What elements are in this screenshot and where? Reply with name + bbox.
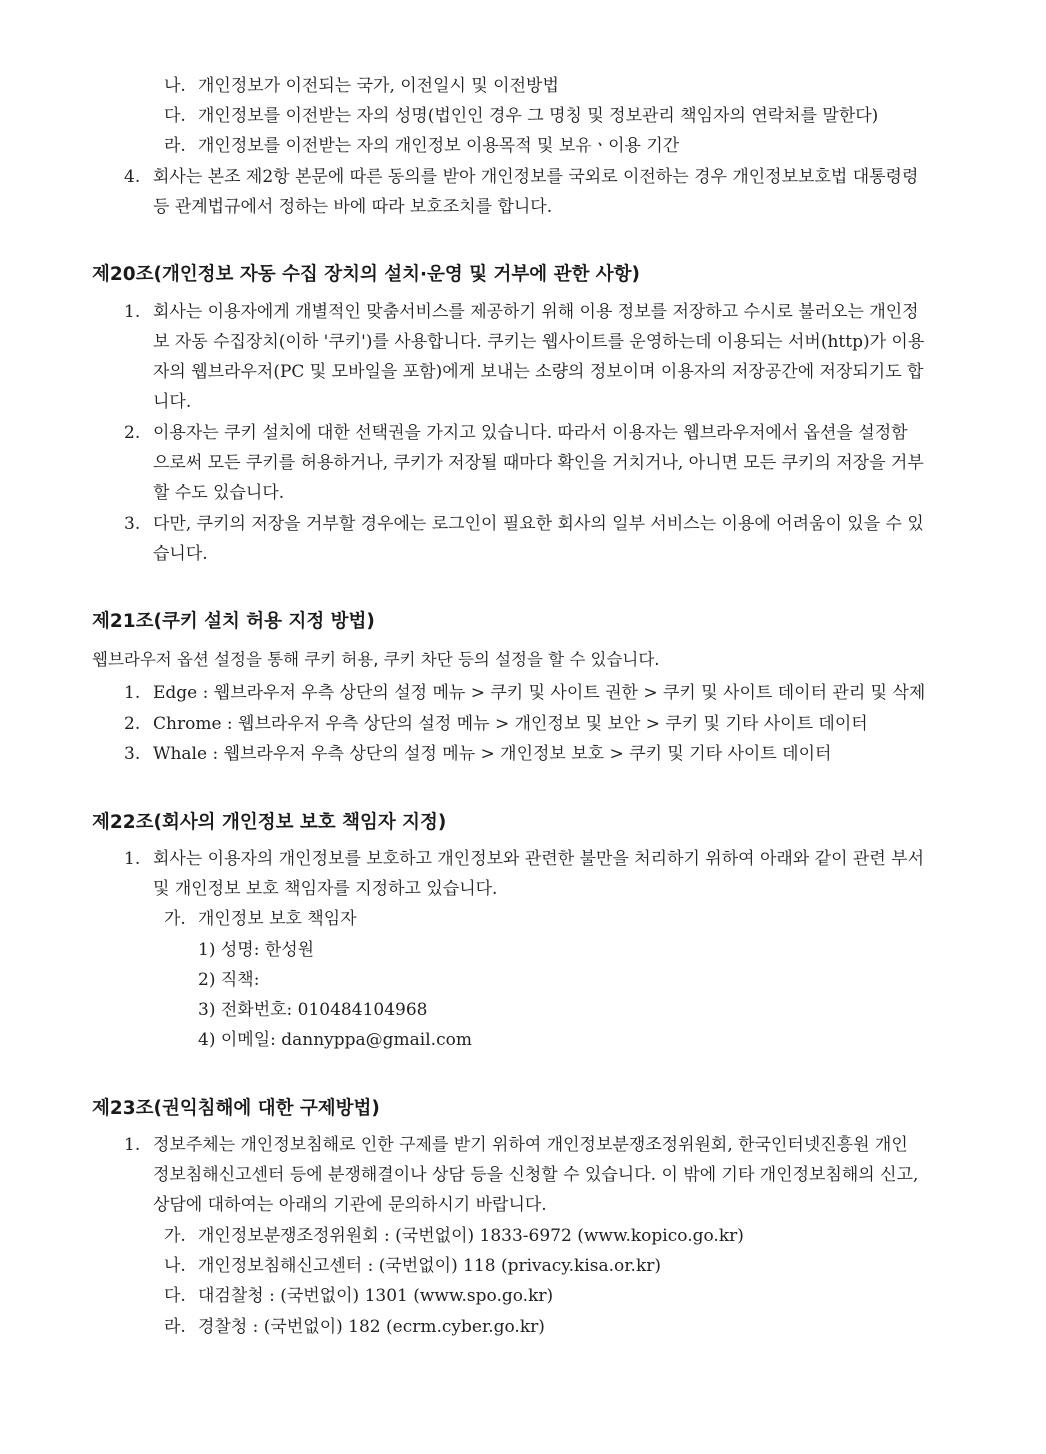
article-22-title: 제22조(회사의 개인정보 보호 책임자 지정) bbox=[92, 812, 447, 833]
list-item-number: 1. bbox=[124, 683, 141, 703]
contact-position: 2) 직책: bbox=[198, 970, 260, 990]
sub-item-marker: 라. bbox=[164, 1317, 186, 1337]
list-item-text: 이용자는 쿠키 설치에 대한 선택권을 가지고 있습니다. 따라서 이용자는 웹브라우저에서 옵션을 설정함 bbox=[153, 423, 908, 443]
sub-item-marker: 다. bbox=[164, 1286, 186, 1306]
list-item-text: 상담에 대하여는 아래의 기관에 문의하시기 바랍니다. bbox=[153, 1195, 547, 1215]
list-item-text: Whale : 웹브라우저 우측 상단의 설정 메뉴 > 개인정보 보호 > 쿠키 및 기타 사이트 데이터 bbox=[153, 744, 832, 764]
list-item-text: 습니다. bbox=[153, 544, 208, 564]
list-item-number: 4. bbox=[124, 167, 141, 187]
contact-email: 4) 이메일: dannyppa@gmail.com bbox=[198, 1030, 472, 1050]
sub-item-text: 대검찰청 : (국번없이) 1301 (www.spo.go.kr) bbox=[198, 1286, 554, 1306]
list-item-text: 정보침해신고센터 등에 분쟁해결이나 상담 등을 신청할 수 있습니다. 이 밖에 기타 개인정보침해의 신고, bbox=[153, 1165, 919, 1185]
sub-item-text: 개인정보침해신고센터 : (국번없이) 118 (privacy.kisa.or.kr) bbox=[198, 1256, 662, 1276]
article-21-title: 제21조(쿠키 설치 허용 지정 방법) bbox=[92, 611, 375, 632]
article-21-intro: 웹브라우저 옵션 설정을 통해 쿠키 허용, 쿠키 차단 등의 설정을 할 수 있습니다. bbox=[92, 650, 660, 669]
list-item-text: 자의 웹브라우저(PC 및 모바일을 포함)에게 보내는 소량의 정보이며 이용자의 저장공간에 저장되기도 합 bbox=[153, 362, 924, 382]
list-item-number: 1. bbox=[124, 302, 141, 322]
list-item-text: 등 관계법규에서 정하는 바에 따라 보호조치를 합니다. bbox=[153, 197, 553, 217]
sub-item-marker: 나. bbox=[164, 1256, 186, 1276]
sub-item-marker: 나. bbox=[164, 76, 186, 96]
sub-item-text: 경찰청 : (국번없이) 182 (ecrm.cyber.go.kr) bbox=[198, 1317, 545, 1337]
list-item-number: 2. bbox=[124, 714, 141, 734]
article-20-title: 제20조(개인정보 자동 수집 장치의 설치·운영 및 거부에 관한 사항) bbox=[92, 264, 640, 285]
list-item-text: 회사는 이용자에게 개별적인 맞춤서비스를 제공하기 위해 이용 정보를 저장하고 수시로 불러오는 개인정 bbox=[153, 302, 919, 322]
sub-item-marker: 가. bbox=[164, 909, 186, 929]
list-item-number: 2. bbox=[124, 423, 141, 443]
article-23-title: 제23조(권익침해에 대한 구제방법) bbox=[92, 1098, 380, 1119]
list-item-text: 정보주체는 개인정보침해로 인한 구제를 받기 위하여 개인정보분쟁조정위원회, 한국인터넷진흥원 개인 bbox=[153, 1135, 908, 1155]
list-item-text: 보 자동 수집장치(이하 '쿠키')를 사용합니다. 쿠키는 웹사이트를 운영하는데 이용되는 서버(http)가 이용 bbox=[153, 332, 925, 352]
list-item-text: 으로써 모든 쿠키를 허용하거나, 쿠키가 저장될 때마다 확인을 거치거나, 아니면 모든 쿠키의 저장을 거부 bbox=[153, 453, 924, 473]
sub-item-marker: 라. bbox=[164, 136, 186, 156]
sub-item-text: 개인정보를 이전받는 자의 개인정보 이용목적 및 보유ㆍ이용 기간 bbox=[198, 136, 680, 156]
sub-item-text: 개인정보분쟁조정위원회 : (국번없이) 1833-6972 (www.kopico.go.kr) bbox=[198, 1226, 744, 1246]
sub-item-text: 개인정보가 이전되는 국가, 이전일시 및 이전방법 bbox=[198, 76, 559, 96]
list-item-number: 3. bbox=[124, 744, 141, 764]
list-item-number: 1. bbox=[124, 1135, 141, 1155]
contact-name: 1) 성명: 한성원 bbox=[198, 940, 315, 960]
list-item-text: 다만, 쿠키의 저장을 거부할 경우에는 로그인이 필요한 회사의 일부 서비스는 이용에 어려움이 있을 수 있 bbox=[153, 514, 924, 534]
list-item-text: 회사는 본조 제2항 본문에 따른 동의를 받아 개인정보를 국외로 이전하는 경우 개인정보보호법 대통령령 bbox=[153, 167, 919, 187]
list-item-number: 1. bbox=[124, 849, 141, 869]
list-item-text: Edge : 웹브라우저 우측 상단의 설정 메뉴 > 쿠키 및 사이트 권한 > 쿠키 및 사이트 데이터 관리 및 삭제 bbox=[153, 683, 926, 703]
list-item-text: 및 개인정보 보호 책임자를 지정하고 있습니다. bbox=[153, 879, 498, 899]
sub-item-marker: 다. bbox=[164, 106, 186, 126]
contact-phone: 3) 전화번호: 010484104968 bbox=[198, 1000, 428, 1020]
list-item-text: Chrome : 웹브라우저 우측 상단의 설정 메뉴 > 개인정보 및 보안 > 쿠키 및 기타 사이트 데이터 bbox=[153, 714, 868, 734]
list-item-text: 회사는 이용자의 개인정보를 보호하고 개인정보와 관련한 불만을 처리하기 위하여 아래와 같이 관련 부서 bbox=[153, 849, 924, 869]
list-item-text: 니다. bbox=[153, 392, 192, 412]
list-item-number: 3. bbox=[124, 514, 141, 534]
list-item-text: 할 수도 있습니다. bbox=[153, 483, 285, 503]
sub-item-text: 개인정보 보호 책임자 bbox=[198, 909, 357, 929]
sub-item-text: 개인정보를 이전받는 자의 성명(법인인 경우 그 명칭 및 정보관리 책임자의 연락처를 말한다) bbox=[198, 106, 879, 126]
sub-item-marker: 가. bbox=[164, 1226, 186, 1246]
